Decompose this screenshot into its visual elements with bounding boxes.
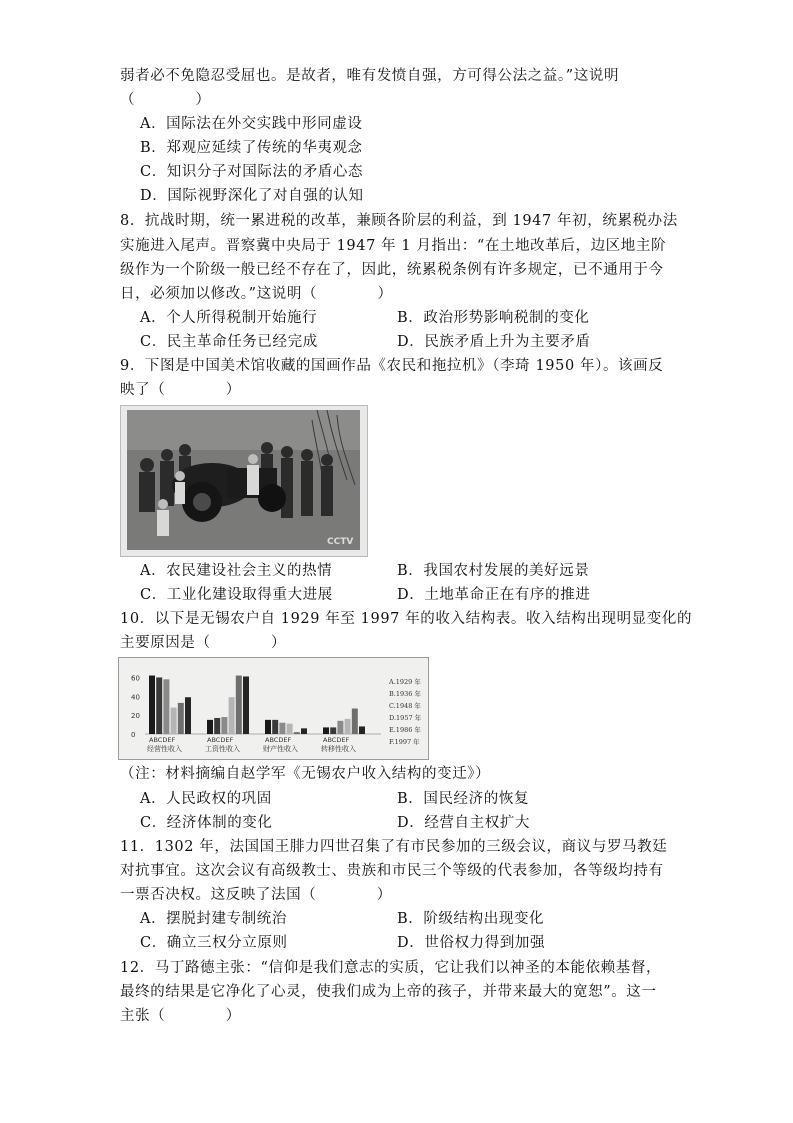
legend-entry: B.1936 年 xyxy=(389,690,421,698)
q11-stem-line-2: 对抗事宜。这次会议有高级教士、贵族和市民三个等级的代表参加，各等级均持有 xyxy=(120,863,664,879)
bar xyxy=(359,726,365,734)
q10-option-a[interactable]: A．人民政权的巩固 xyxy=(140,791,272,807)
q9-stem-line-2: 映了（ ） xyxy=(120,382,241,398)
q11-option-a[interactable]: A．摆脱封建专制统治 xyxy=(140,911,287,927)
q12-stem-line-1: 12．马丁路德主张：“信仰是我们意志的实质，它让我们以神圣的本能依赖基督， xyxy=(120,960,662,976)
legend-entry: F.1997 年 xyxy=(389,738,420,746)
income-chart-svg xyxy=(119,658,428,759)
category-label: 财产性收入 xyxy=(263,745,298,753)
q8-option-b[interactable]: B．政治形势影响税制的变化 xyxy=(397,310,590,326)
q11-option-c[interactable]: C．确立三权分立原则 xyxy=(140,935,288,951)
q8-option-d[interactable]: D．民族矛盾上升为主要矛盾 xyxy=(397,334,591,350)
bar xyxy=(171,708,177,734)
q12-stem-line-2: 最终的结果是它净化了心灵，使我们成为上帝的孩子，并带来最大的宽恕”。这一 xyxy=(120,984,657,1000)
bar xyxy=(229,697,235,734)
income-structure-chart xyxy=(118,657,429,760)
q12-stem-line-3: 主张（ ） xyxy=(120,1008,241,1024)
category-letters: ABCDEF xyxy=(149,736,176,744)
q10-option-b[interactable]: B．国民经济的恢复 xyxy=(397,791,530,807)
bar xyxy=(178,703,184,734)
bar xyxy=(301,728,307,734)
category-letters: ABCDEF xyxy=(323,736,350,744)
category-label: 转移性收入 xyxy=(321,745,356,753)
bar xyxy=(214,718,220,734)
q7-answer-blank: （ ） xyxy=(120,92,211,108)
q8-stem-line-2: 实施进入尾声。晋察冀中央局于 1947 年 1 月指出：“在土地改革后，边区地主阶 xyxy=(120,238,667,254)
q10-stem-line-2: 主要原因是（ ） xyxy=(120,635,287,651)
y-tick-label: 20 xyxy=(131,712,140,721)
q7-stem-end: 弱者必不免隐忍受屈也。是故者，唯有发愤自强，方可得公法之益。”这说明 xyxy=(120,68,620,84)
q11-stem-line-3: 一票否决权。这反映了法国（ ） xyxy=(120,887,392,903)
bar xyxy=(323,727,329,734)
category-letters: ABCDEF xyxy=(207,736,234,744)
bar xyxy=(149,676,155,734)
bar xyxy=(272,720,278,734)
bar xyxy=(221,717,227,734)
bar xyxy=(279,723,285,734)
q11-option-b[interactable]: B．阶级结构出现变化 xyxy=(397,911,545,927)
q9-option-b[interactable]: B．我国农村发展的美好远景 xyxy=(397,563,590,579)
bar xyxy=(236,676,242,734)
legend-entry: D.1957 年 xyxy=(389,714,422,722)
category-label: 经营性收入 xyxy=(147,745,182,753)
q7-option-c[interactable]: C．知识分子对国际法的矛盾心态 xyxy=(140,164,364,180)
q8-option-c[interactable]: C．民主革命任务已经完成 xyxy=(140,334,318,350)
legend-entry: C.1948 年 xyxy=(389,702,421,710)
q8-stem-line-3: 级作为一个阶级一般已经不存在了，因此，统累税条例有许多规定，已不通用于今 xyxy=(120,262,664,278)
y-tick-label: 60 xyxy=(131,674,140,683)
bar xyxy=(207,720,213,734)
q11-stem-line-1: 11．1302 年，法国国王腓力四世召集了有市民参加的三级会议，商议与罗马教廷 xyxy=(120,839,668,855)
painting-farmers-and-tractor xyxy=(120,405,368,557)
painting-canvas xyxy=(127,410,360,550)
q8-option-a[interactable]: A．个人所得税制开始施行 xyxy=(140,310,318,326)
category-label: 工资性收入 xyxy=(205,745,240,753)
q7-option-d[interactable]: D．国际视野深化了对自强的认知 xyxy=(140,188,364,204)
y-tick-label: 0 xyxy=(131,731,136,739)
bar xyxy=(294,732,300,734)
q9-option-c[interactable]: C．工业化建设取得重大进展 xyxy=(140,587,333,603)
category-letters: ABCDEF xyxy=(265,736,292,744)
q8-stem-line-4: 日，必须加以修改。”这说明（ ） xyxy=(120,286,393,302)
q10-source-note: （注：材料摘编自赵学军《无锡农户收入结构的变迁》） xyxy=(120,766,491,782)
q7-option-b[interactable]: B．郑观应延续了传统的华夷观念 xyxy=(140,140,363,156)
bar xyxy=(345,719,351,734)
bar xyxy=(185,697,191,734)
q9-option-a[interactable]: A．农民建设社会主义的热情 xyxy=(140,563,333,579)
bar xyxy=(163,679,169,734)
bar xyxy=(287,724,293,734)
bar xyxy=(156,677,162,734)
bar xyxy=(265,720,271,734)
q9-option-d[interactable]: D．土地革命正在有序的推进 xyxy=(397,587,591,603)
q7-option-a[interactable]: A．国际法在外交实践中形同虚设 xyxy=(140,116,363,132)
q11-option-d[interactable]: D．世俗权力得到加强 xyxy=(397,935,546,951)
q10-option-c[interactable]: C．经济体制的变化 xyxy=(140,815,273,831)
bar xyxy=(243,676,249,734)
painting-image xyxy=(127,410,360,550)
q10-option-d[interactable]: D．经营自主权扩大 xyxy=(397,815,531,831)
q8-stem-line-1: 8．抗战时期，统一累进税的改革，兼顾各阶层的利益，到 1947 年初，统累税办法 xyxy=(120,213,678,229)
q10-stem-line-1: 10．以下是无锡农户自 1929 年至 1997 年的收入结构表。收入结构出现明显变化的 xyxy=(120,611,693,627)
legend-entry: A.1929 年 xyxy=(389,678,421,686)
bar xyxy=(337,721,343,734)
y-tick-label: 40 xyxy=(131,693,140,702)
cctv-watermark: CCTV xyxy=(327,537,354,547)
q9-stem-line-1: 9．下图是中国美术馆收藏的国画作品《农民和拖拉机》（李琦 1950 年）。该画反 xyxy=(120,358,664,374)
bar xyxy=(352,709,358,734)
legend-entry: E.1986 年 xyxy=(389,726,421,734)
bar xyxy=(330,727,336,734)
